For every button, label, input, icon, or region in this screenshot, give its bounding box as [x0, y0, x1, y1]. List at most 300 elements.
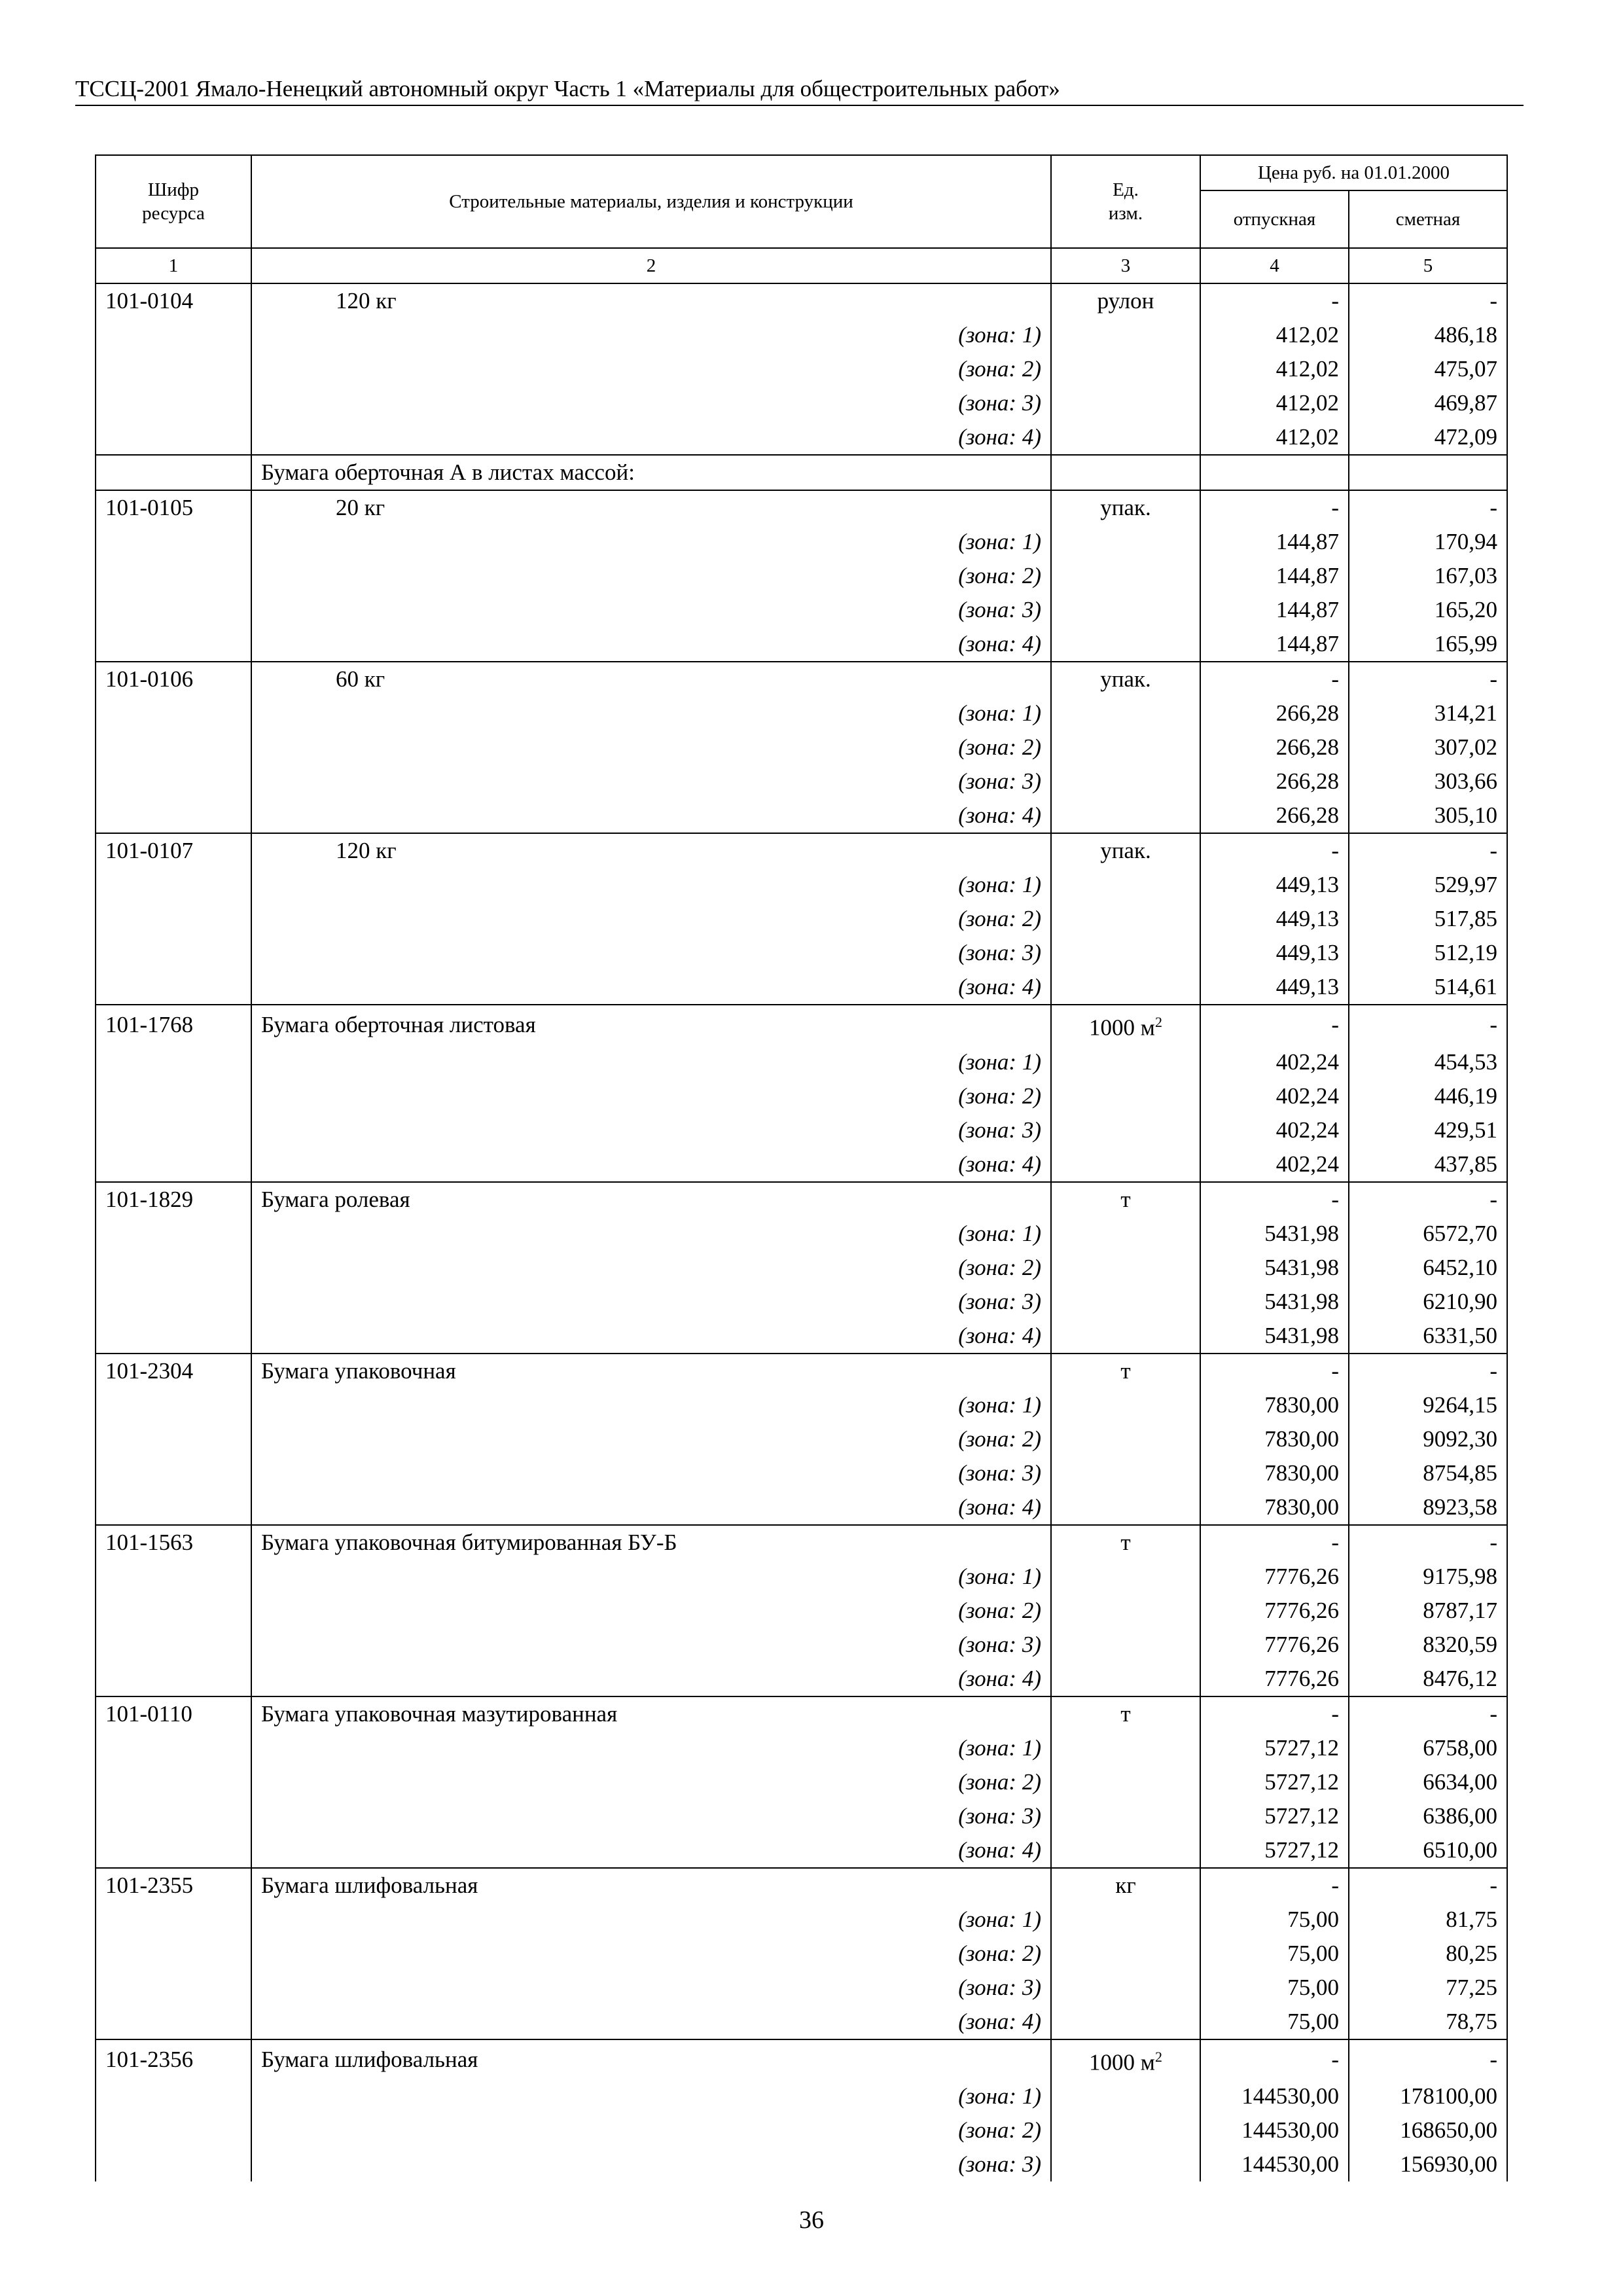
zone-label: (зона: 1): [251, 318, 1051, 352]
estimate-price: 8754,85: [1349, 1456, 1507, 1490]
unit-cell: [1051, 902, 1200, 936]
unit-cell: [1051, 1490, 1200, 1525]
resource-code: [96, 1147, 251, 1182]
zone-row: [96, 1971, 1507, 2005]
unit-cell: [1051, 1833, 1200, 1868]
estimate-price: 472,09: [1349, 420, 1507, 455]
column-number: 4: [1200, 248, 1349, 283]
column-number: 2: [251, 248, 1051, 283]
zone-label: (зона: 2): [251, 352, 1051, 386]
zone-row: [96, 627, 1507, 662]
unit-cell: [1051, 627, 1200, 662]
release-price: 7776,26: [1200, 1662, 1349, 1696]
estimate-price: 8320,59: [1349, 1628, 1507, 1662]
zone-row: [96, 1079, 1507, 1113]
resource-code: [96, 1490, 251, 1525]
resource-code: [96, 1045, 251, 1079]
resource-code: [96, 868, 251, 902]
release-price: 402,24: [1200, 1147, 1349, 1182]
resource-code: [96, 559, 251, 593]
release-price: 412,02: [1200, 386, 1349, 420]
column-header-estimate: сметная: [1349, 190, 1507, 248]
resource-code: [96, 2147, 251, 2181]
zone-label: (зона: 4): [251, 1319, 1051, 1354]
estimate-price: 305,10: [1349, 798, 1507, 833]
zone-row: [96, 730, 1507, 764]
unit-cell: [1051, 525, 1200, 559]
unit-cell: [1051, 1696, 1200, 1731]
unit-text: т: [1120, 1700, 1131, 1727]
column-header-price: Цена руб. на 01.01.2000: [1200, 155, 1507, 190]
table-header: [96, 155, 1507, 248]
resource-code: [96, 1251, 251, 1285]
estimate-price: 170,94: [1349, 525, 1507, 559]
resource-code: 101-2356: [96, 2039, 251, 2080]
zone-label: (зона: 1): [251, 1217, 1051, 1251]
resource-code: [96, 2005, 251, 2039]
material-name: Бумага оберточная листовая: [251, 1005, 1051, 1045]
unit-cell: [1051, 1765, 1200, 1799]
zone-row: [96, 1285, 1507, 1319]
material-name: 60 кг: [251, 662, 1051, 696]
unit-cell: [1051, 559, 1200, 593]
zone-label: (зона: 3): [251, 593, 1051, 627]
zone-label: (зона: 2): [251, 902, 1051, 936]
release-price: -: [1200, 1182, 1349, 1217]
resource-code: [96, 1388, 251, 1422]
zone-row: [96, 1833, 1507, 1868]
release-price: 5727,12: [1200, 1765, 1349, 1799]
resource-code: 101-1768: [96, 1005, 251, 1045]
release-price: 266,28: [1200, 730, 1349, 764]
estimate-price: 429,51: [1349, 1113, 1507, 1147]
zone-label: (зона: 3): [251, 936, 1051, 970]
release-price: 7830,00: [1200, 1422, 1349, 1456]
estimate-price: 81,75: [1349, 1903, 1507, 1937]
release-price: 144530,00: [1200, 2113, 1349, 2147]
release-price: -: [1200, 833, 1349, 868]
zone-row: [96, 1045, 1507, 1079]
zone-row: [96, 318, 1507, 352]
material-name: 20 кг: [251, 490, 1051, 525]
resource-code: [96, 1731, 251, 1765]
release-price: 5431,98: [1200, 1217, 1349, 1251]
zone-label: (зона: 4): [251, 420, 1051, 455]
unit-cell: [1051, 283, 1200, 318]
unit-text: упак.: [1100, 838, 1151, 863]
estimate-price: -: [1349, 1525, 1507, 1560]
resource-code: [96, 730, 251, 764]
release-price: 402,24: [1200, 1079, 1349, 1113]
resource-code: [96, 798, 251, 833]
column-number: 1: [96, 248, 251, 283]
zone-row: [96, 902, 1507, 936]
resource-code: [96, 696, 251, 730]
material-name: Бумага шлифовальная: [251, 2039, 1051, 2080]
estimate-price: 9264,15: [1349, 1388, 1507, 1422]
release-price: [1200, 455, 1349, 490]
release-price: 144,87: [1200, 593, 1349, 627]
zone-row: [96, 2147, 1507, 2181]
unit-text: 1000 м: [1089, 2049, 1155, 2075]
zone-label: (зона: 3): [251, 1799, 1051, 1833]
unit-cell: [1051, 593, 1200, 627]
release-price: 5727,12: [1200, 1799, 1349, 1833]
material-name: 120 кг: [251, 283, 1051, 318]
estimate-price: 9092,30: [1349, 1422, 1507, 1456]
release-price: 75,00: [1200, 1903, 1349, 1937]
resource-code: [96, 1799, 251, 1833]
unit-cell: [1051, 2113, 1200, 2147]
unit-text: т: [1120, 1186, 1131, 1212]
estimate-price: 514,61: [1349, 970, 1507, 1005]
release-price: 266,28: [1200, 798, 1349, 833]
unit-cell: [1051, 2079, 1200, 2113]
column-header-name: Строительные материалы, изделия и конструкции: [251, 155, 1051, 248]
unit-cell: [1051, 1217, 1200, 1251]
release-price: 449,13: [1200, 902, 1349, 936]
release-price: 75,00: [1200, 1971, 1349, 2005]
zone-label: (зона: 1): [251, 525, 1051, 559]
resource-code: [96, 455, 251, 490]
zone-label: (зона: 1): [251, 1388, 1051, 1422]
zone-row: [96, 559, 1507, 593]
unit-cell: [1051, 764, 1200, 798]
release-price: 7776,26: [1200, 1594, 1349, 1628]
column-header-unit-line2: изм.: [1108, 203, 1143, 224]
resource-code: [96, 902, 251, 936]
column-header-unit-line1: Ед.: [1113, 179, 1139, 200]
zone-row: [96, 1628, 1507, 1662]
unit-text: рулон: [1097, 288, 1154, 314]
estimate-price: 475,07: [1349, 352, 1507, 386]
unit-cell: [1051, 1731, 1200, 1765]
resource-code: 101-0105: [96, 490, 251, 525]
estimate-price: 486,18: [1349, 318, 1507, 352]
unit-text: т: [1120, 1357, 1131, 1384]
unit-text: 1000 м: [1089, 1014, 1155, 1041]
release-price: -: [1200, 1005, 1349, 1045]
estimate-price: 6331,50: [1349, 1319, 1507, 1354]
release-price: -: [1200, 283, 1349, 318]
resource-code: [96, 386, 251, 420]
resource-code: [96, 1285, 251, 1319]
table-row: [96, 490, 1507, 525]
estimate-price: -: [1349, 1182, 1507, 1217]
table-row: [96, 283, 1507, 318]
release-price: 75,00: [1200, 2005, 1349, 2039]
release-price: 144,87: [1200, 627, 1349, 662]
release-price: 5431,98: [1200, 1285, 1349, 1319]
unit-cell: [1051, 386, 1200, 420]
estimate-price: -: [1349, 1354, 1507, 1388]
zone-row: [96, 1594, 1507, 1628]
release-price: 412,02: [1200, 420, 1349, 455]
release-price: 144,87: [1200, 525, 1349, 559]
resource-code: [96, 2113, 251, 2147]
estimate-price: 6572,70: [1349, 1217, 1507, 1251]
zone-row: [96, 1251, 1507, 1285]
zone-label: (зона: 2): [251, 1251, 1051, 1285]
unit-cell: [1051, 696, 1200, 730]
zone-row: [96, 1731, 1507, 1765]
resource-code: 101-0106: [96, 662, 251, 696]
unit-cell: [1051, 1182, 1200, 1217]
resource-code: [96, 1903, 251, 1937]
release-price: 75,00: [1200, 1937, 1349, 1971]
resource-code: [96, 1422, 251, 1456]
unit-cell: [1051, 1903, 1200, 1937]
zone-label: (зона: 4): [251, 1490, 1051, 1525]
unit-cell: [1051, 420, 1200, 455]
page-number: 36: [799, 2206, 824, 2234]
release-price: -: [1200, 1868, 1349, 1903]
resource-code: 101-0110: [96, 1696, 251, 1731]
release-price: -: [1200, 1525, 1349, 1560]
estimate-price: -: [1349, 662, 1507, 696]
estimate-price: 454,53: [1349, 1045, 1507, 1079]
unit-cell: [1051, 1354, 1200, 1388]
zone-label: (зона: 3): [251, 1971, 1051, 2005]
estimate-price: 167,03: [1349, 559, 1507, 593]
zone-label: (зона: 3): [251, 1628, 1051, 1662]
resource-code: [96, 1628, 251, 1662]
material-name: Бумага ролевая: [251, 1182, 1051, 1217]
resource-code: [96, 318, 251, 352]
release-price: -: [1200, 1354, 1349, 1388]
zone-row: [96, 1422, 1507, 1456]
unit-cell: [1051, 1456, 1200, 1490]
unit-superscript: 2: [1154, 2048, 1162, 2065]
estimate-price: 469,87: [1349, 386, 1507, 420]
zone-row: [96, 593, 1507, 627]
unit-cell: [1051, 1971, 1200, 2005]
estimate-price: 178100,00: [1349, 2079, 1507, 2113]
resource-code: [96, 1594, 251, 1628]
unit-cell: [1051, 1937, 1200, 1971]
release-price: 7830,00: [1200, 1388, 1349, 1422]
estimate-price: 165,20: [1349, 593, 1507, 627]
zone-label: (зона: 2): [251, 730, 1051, 764]
resource-code: [96, 970, 251, 1005]
unit-cell: [1051, 970, 1200, 1005]
estimate-price: 6210,90: [1349, 1285, 1507, 1319]
unit-cell: [1051, 833, 1200, 868]
estimate-price: -: [1349, 1005, 1507, 1045]
estimate-price: 9175,98: [1349, 1560, 1507, 1594]
estimate-price: 6634,00: [1349, 1765, 1507, 1799]
zone-label: (зона: 4): [251, 627, 1051, 662]
zone-label: (зона: 3): [251, 386, 1051, 420]
zone-row: [96, 1937, 1507, 1971]
zone-row: [96, 696, 1507, 730]
release-price: -: [1200, 1696, 1349, 1731]
resource-code: [96, 1113, 251, 1147]
zone-label: (зона: 1): [251, 1045, 1051, 1079]
zone-row: [96, 868, 1507, 902]
resource-code: 101-0107: [96, 833, 251, 868]
release-price: 449,13: [1200, 936, 1349, 970]
release-price: 144530,00: [1200, 2079, 1349, 2113]
release-price: 7776,26: [1200, 1560, 1349, 1594]
unit-cell: [1051, 662, 1200, 696]
zone-label: (зона: 4): [251, 1147, 1051, 1182]
zone-label: (зона: 3): [251, 1285, 1051, 1319]
resource-code: [96, 1833, 251, 1868]
release-price: 5431,98: [1200, 1319, 1349, 1354]
resource-code: [96, 1456, 251, 1490]
material-name: Бумага упаковочная: [251, 1354, 1051, 1388]
estimate-price: 303,66: [1349, 764, 1507, 798]
unit-cell: [1051, 2005, 1200, 2039]
release-price: 402,24: [1200, 1113, 1349, 1147]
release-price: -: [1200, 2039, 1349, 2080]
resource-code: [96, 1971, 251, 2005]
resource-code: [96, 2079, 251, 2113]
unit-text: упак.: [1100, 495, 1151, 520]
release-price: 266,28: [1200, 696, 1349, 730]
resource-code: 101-1563: [96, 1525, 251, 1560]
column-numbers-row: [96, 248, 1507, 283]
estimate-price: [1349, 455, 1507, 490]
resource-code: 101-0104: [96, 283, 251, 318]
unit-superscript: 2: [1154, 1014, 1162, 1030]
material-name: 120 кг: [251, 833, 1051, 868]
estimate-price: -: [1349, 833, 1507, 868]
release-price: 449,13: [1200, 970, 1349, 1005]
resource-code: [96, 1217, 251, 1251]
unit-cell: [1051, 455, 1200, 490]
unit-cell: [1051, 1799, 1200, 1833]
zone-row: [96, 970, 1507, 1005]
release-price: -: [1200, 490, 1349, 525]
unit-text: упак.: [1100, 666, 1151, 692]
zone-label: (зона: 3): [251, 2147, 1051, 2181]
unit-cell: [1051, 798, 1200, 833]
zone-label: (зона: 2): [251, 1594, 1051, 1628]
release-price: 5431,98: [1200, 1251, 1349, 1285]
resource-code: [96, 1560, 251, 1594]
estimate-price: -: [1349, 2039, 1507, 2080]
column-header-code-line1: Шифр: [147, 179, 200, 200]
estimate-price: 165,99: [1349, 627, 1507, 662]
zone-row: [96, 2005, 1507, 2039]
release-price: 412,02: [1200, 352, 1349, 386]
resource-code: 101-2304: [96, 1354, 251, 1388]
zone-row: [96, 1388, 1507, 1422]
estimate-price: 77,25: [1349, 1971, 1507, 2005]
unit-cell: [1051, 318, 1200, 352]
zone-row: [96, 1662, 1507, 1696]
column-number: 3: [1051, 248, 1200, 283]
group-row: [96, 455, 1507, 490]
unit-cell: [1051, 730, 1200, 764]
release-price: 7776,26: [1200, 1628, 1349, 1662]
zone-label: (зона: 2): [251, 1937, 1051, 1971]
release-price: 412,02: [1200, 318, 1349, 352]
resource-code: [96, 764, 251, 798]
zone-row: [96, 764, 1507, 798]
zone-label: (зона: 1): [251, 696, 1051, 730]
estimate-price: 6510,00: [1349, 1833, 1507, 1868]
zone-row: [96, 1113, 1507, 1147]
zone-row: [96, 1490, 1507, 1525]
table-row: [96, 1182, 1507, 1217]
unit-cell: [1051, 1147, 1200, 1182]
zone-label: (зона: 2): [251, 1079, 1051, 1113]
material-name: Бумага упаковочная битумированная БУ-Б: [251, 1525, 1051, 1560]
estimate-price: 156930,00: [1349, 2147, 1507, 2181]
column-number: 5: [1349, 248, 1507, 283]
estimate-price: -: [1349, 1868, 1507, 1903]
unit-cell: [1051, 1422, 1200, 1456]
estimate-price: 168650,00: [1349, 2113, 1507, 2147]
column-header-release: отпускная: [1200, 190, 1349, 248]
unit-cell: [1051, 1868, 1200, 1903]
estimate-price: 8787,17: [1349, 1594, 1507, 1628]
unit-cell: [1051, 1251, 1200, 1285]
zone-row: [96, 1903, 1507, 1937]
zone-row: [96, 420, 1507, 455]
zone-row: [96, 798, 1507, 833]
zone-label: (зона: 1): [251, 1560, 1051, 1594]
material-name: Бумага упаковочная мазутированная: [251, 1696, 1051, 1731]
column-header-code: [96, 155, 251, 248]
release-price: 144,87: [1200, 559, 1349, 593]
unit-cell: [1051, 1525, 1200, 1560]
estimate-price: -: [1349, 1696, 1507, 1731]
zone-label: (зона: 1): [251, 1731, 1051, 1765]
zone-label: (зона: 2): [251, 1765, 1051, 1799]
unit-cell: [1051, 1594, 1200, 1628]
estimate-price: 517,85: [1349, 902, 1507, 936]
release-price: 7830,00: [1200, 1490, 1349, 1525]
estimate-price: 78,75: [1349, 2005, 1507, 2039]
zone-label: (зона: 4): [251, 798, 1051, 833]
resource-code: [96, 1079, 251, 1113]
resource-code: [96, 1319, 251, 1354]
unit-cell: [1051, 936, 1200, 970]
resource-code: [96, 1765, 251, 1799]
unit-cell: [1051, 1388, 1200, 1422]
running-header: ТССЦ-2001 Ямало-Ненецкий автономный округ Часть 1 «Материалы для общестроительных работ»: [75, 73, 1524, 106]
zone-row: [96, 1560, 1507, 1594]
resource-code: [96, 1662, 251, 1696]
table-row: [96, 833, 1507, 868]
zone-label: (зона: 3): [251, 1113, 1051, 1147]
table-row: [96, 1005, 1507, 1045]
estimate-price: 6758,00: [1349, 1731, 1507, 1765]
table-body: [96, 248, 1507, 2181]
column-header-code-line2: ресурса: [142, 203, 205, 224]
table-row: [96, 1868, 1507, 1903]
release-price: 7830,00: [1200, 1456, 1349, 1490]
zone-row: [96, 352, 1507, 386]
zone-label: (зона: 4): [251, 1662, 1051, 1696]
estimate-price: 307,02: [1349, 730, 1507, 764]
zone-row: [96, 2113, 1507, 2147]
zone-row: [96, 1456, 1507, 1490]
unit-cell: [1051, 868, 1200, 902]
unit-text: кг: [1115, 1872, 1136, 1898]
release-price: 5727,12: [1200, 1833, 1349, 1868]
resource-code: [96, 936, 251, 970]
zone-row: [96, 1147, 1507, 1182]
unit-cell: [1051, 1662, 1200, 1696]
material-name: Бумага шлифовальная: [251, 1868, 1051, 1903]
unit-cell: [1051, 490, 1200, 525]
table-row: [96, 1525, 1507, 1560]
